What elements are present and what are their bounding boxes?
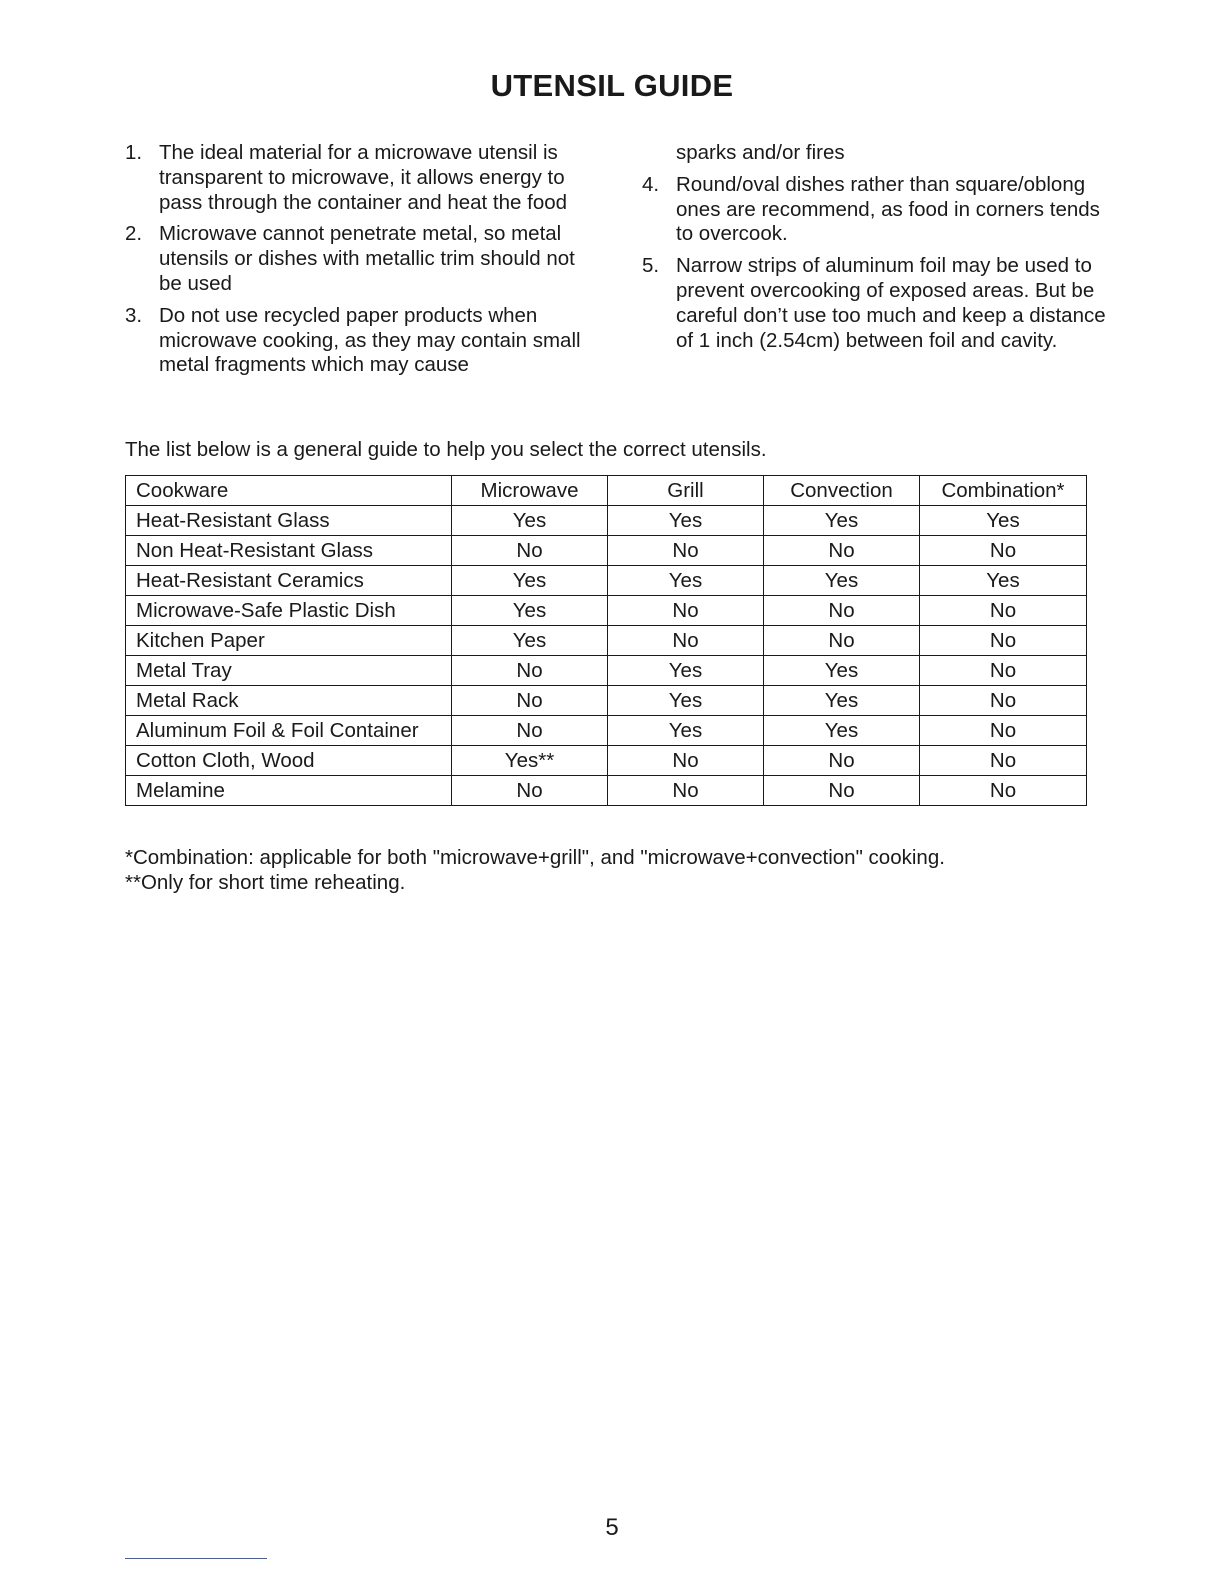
footer-rule bbox=[125, 1558, 267, 1559]
header-cell: Grill bbox=[608, 476, 764, 506]
table-cell: Heat-Resistant Glass bbox=[126, 506, 452, 536]
table-cell: No bbox=[920, 686, 1087, 716]
table-cell: Yes bbox=[764, 566, 920, 596]
table-row bbox=[126, 776, 1087, 806]
note-number: 2. bbox=[125, 222, 143, 246]
note-text: Microwave cannot penetrate metal, so metal utensils or dishes with metallic trim should not be used bbox=[159, 222, 575, 295]
header-cell: Microwave bbox=[452, 476, 608, 506]
table-cell: No bbox=[920, 746, 1087, 776]
table-cell: No bbox=[764, 536, 920, 566]
header-cell: Combination* bbox=[920, 476, 1087, 506]
table-cell: Yes bbox=[920, 566, 1087, 596]
table-cell: No bbox=[608, 596, 764, 626]
table-cell: No bbox=[452, 656, 608, 686]
table-cell: No bbox=[764, 596, 920, 626]
footnotes bbox=[125, 845, 945, 895]
table-cell: Yes bbox=[764, 506, 920, 536]
note-number: 4. bbox=[642, 172, 660, 196]
note-text: The ideal material for a microwave utensil is transparent to microwave, it allows energy to pass through the container and heat the food bbox=[159, 141, 568, 214]
table-cell: No bbox=[608, 536, 764, 566]
table-cell: Yes bbox=[764, 656, 920, 686]
table-cell: Non Heat-Resistant Glass bbox=[126, 536, 452, 566]
note-text: Narrow strips of aluminum foil may be used to prevent overcooking of exposed areas. But be careful don’t use too much and keep a distance of 1 inch (2.54cm) between foil and cavity. bbox=[676, 254, 1106, 352]
table-cell: No bbox=[452, 716, 608, 746]
table-cell: No bbox=[920, 596, 1087, 626]
table-cell: Yes bbox=[608, 716, 764, 746]
table-cell: No bbox=[764, 776, 920, 806]
table-cell: No bbox=[608, 746, 764, 776]
table-cell: Aluminum Foil & Foil Container bbox=[126, 716, 452, 746]
table-row bbox=[126, 746, 1087, 776]
table-cell: No bbox=[608, 776, 764, 806]
table-cell: No bbox=[608, 626, 764, 656]
note-number: 5. bbox=[642, 254, 660, 278]
table-cell: Metal Tray bbox=[126, 656, 452, 686]
table-cell: No bbox=[764, 626, 920, 656]
table-cell: No bbox=[920, 656, 1087, 686]
note-item-4 bbox=[642, 173, 1112, 247]
table-cell: Yes bbox=[452, 626, 608, 656]
table-row bbox=[126, 656, 1087, 686]
header-cell: Convection bbox=[764, 476, 920, 506]
table-cell: No bbox=[452, 776, 608, 806]
table-row bbox=[126, 686, 1087, 716]
table-cell: Heat-Resistant Ceramics bbox=[126, 566, 452, 596]
page-title: UTENSIL GUIDE bbox=[490, 68, 734, 103]
table-row bbox=[126, 596, 1087, 626]
table-cell: Cotton Cloth, Wood bbox=[126, 746, 452, 776]
table-row bbox=[126, 536, 1087, 566]
table-cell: No bbox=[452, 686, 608, 716]
notes-left-column bbox=[125, 141, 585, 385]
table-cell: Yes bbox=[452, 596, 608, 626]
note-item-2 bbox=[125, 222, 585, 296]
table-cell: No bbox=[920, 626, 1087, 656]
note-item-3 bbox=[125, 304, 585, 378]
table-cell: Yes bbox=[920, 506, 1087, 536]
table-cell: Yes bbox=[608, 656, 764, 686]
table-cell: Yes bbox=[608, 686, 764, 716]
note-number: 1. bbox=[125, 141, 143, 164]
table-row bbox=[126, 626, 1087, 656]
footnote-combination: *Combination: applicable for both "microwave+grill", and "microwave+convection" cooking. bbox=[125, 846, 945, 869]
table-cell: Yes bbox=[608, 566, 764, 596]
utensil-table bbox=[125, 475, 1087, 806]
table-cell: Microwave-Safe Plastic Dish bbox=[126, 596, 452, 626]
table-row bbox=[126, 506, 1087, 536]
table-header-row bbox=[126, 476, 1087, 506]
table-cell: No bbox=[920, 776, 1087, 806]
table-row bbox=[126, 716, 1087, 746]
note-number: 3. bbox=[125, 303, 143, 327]
table-cell: No bbox=[452, 536, 608, 566]
note-text: Do not use recycled paper products when microwave cooking, as they may contain small metal fragments which may cause bbox=[159, 303, 581, 377]
table-cell: No bbox=[920, 716, 1087, 746]
note-3-continuation: sparks and/or fires bbox=[676, 141, 845, 164]
table-cell: Melamine bbox=[126, 776, 452, 806]
table-cell: Yes bbox=[764, 686, 920, 716]
notes-right-column bbox=[642, 141, 1112, 360]
table-cell: No bbox=[764, 746, 920, 776]
page-number: 5 bbox=[605, 1514, 619, 1541]
table-intro: The list below is a general guide to help you select the correct utensils. bbox=[125, 438, 767, 461]
table-cell: Yes bbox=[452, 506, 608, 536]
table-cell: Kitchen Paper bbox=[126, 626, 452, 656]
note-item-1 bbox=[125, 141, 585, 215]
table-cell: Yes bbox=[764, 716, 920, 746]
table-cell: No bbox=[920, 536, 1087, 566]
table-cell: Yes bbox=[608, 506, 764, 536]
footnote-reheating: **Only for short time reheating. bbox=[125, 871, 406, 894]
table-row bbox=[126, 566, 1087, 596]
header-cell: Cookware bbox=[126, 476, 452, 506]
table-cell: Yes bbox=[452, 566, 608, 596]
note-text: Round/oval dishes rather than square/oblong ones are recommend, as food in corners tends to overcook. bbox=[676, 172, 1100, 246]
table-cell: Yes** bbox=[452, 746, 608, 776]
table-cell: Metal Rack bbox=[126, 686, 452, 716]
note-item-5 bbox=[642, 254, 1112, 353]
